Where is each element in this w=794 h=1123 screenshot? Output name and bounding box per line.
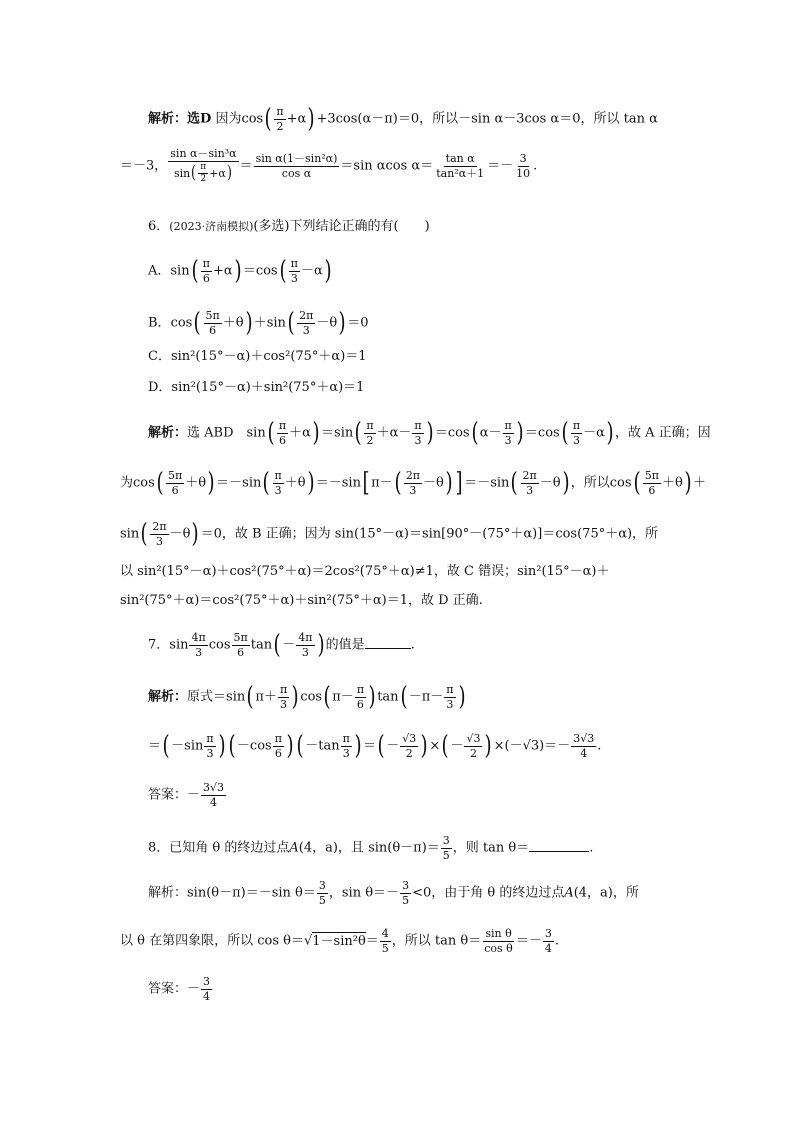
text: ＋ xyxy=(692,475,706,491)
text: +α xyxy=(209,166,226,180)
den: 6 xyxy=(209,323,217,337)
den: 6 xyxy=(274,746,282,760)
sqrt-body: 1－sin²θ xyxy=(312,933,366,949)
text: A xyxy=(564,885,574,901)
den: 3 xyxy=(280,697,288,711)
paren: ) xyxy=(291,682,299,713)
paren: ) xyxy=(207,468,215,499)
text: ，所以 xyxy=(570,475,610,491)
den: 3 xyxy=(274,483,282,497)
paren: ) xyxy=(286,731,294,762)
num: sin θ xyxy=(485,927,512,940)
num: 4π xyxy=(191,631,206,644)
text: <0，由于角 θ 的终边过点 xyxy=(412,885,565,901)
paren: ) xyxy=(191,519,200,550)
fraction xyxy=(543,928,554,954)
paren: ) xyxy=(368,682,376,713)
text: 6． xyxy=(148,219,170,234)
fraction xyxy=(412,420,423,446)
paren: ( xyxy=(162,731,170,762)
text: 8．已知角 θ 的终边过点 xyxy=(148,840,290,856)
den: 3 xyxy=(301,645,309,659)
num: π xyxy=(274,732,282,745)
num: π xyxy=(414,419,422,432)
den: 4 xyxy=(580,746,588,760)
den: 3 xyxy=(526,483,534,497)
q6-stem xyxy=(148,220,430,233)
num: π xyxy=(202,257,210,270)
num: √3 xyxy=(402,732,417,745)
fraction xyxy=(296,632,314,658)
text: 答案： xyxy=(148,787,188,803)
text: ＝－ xyxy=(515,933,542,949)
paren: ( xyxy=(191,256,199,287)
paren: ) xyxy=(445,468,453,499)
paren: ] xyxy=(455,468,463,499)
paren: ) xyxy=(317,630,325,661)
fraction xyxy=(355,684,366,710)
paren: ) xyxy=(307,104,315,135)
fraction xyxy=(521,470,539,496)
fraction xyxy=(400,733,418,759)
num: π xyxy=(572,419,581,432)
fraction xyxy=(464,733,482,759)
den: 6 xyxy=(278,433,286,447)
text: +3cos(α－π)＝0，所以－sin α－3cos α＝0，所以 tan α xyxy=(316,111,658,127)
paren: ) xyxy=(354,731,362,762)
num: π xyxy=(446,683,454,696)
sol5-line1 xyxy=(148,104,658,135)
paren: ) xyxy=(420,731,428,762)
den: tan²α＋1 xyxy=(436,166,485,180)
den xyxy=(172,162,235,185)
sol6-line3: sin( $\frac{2\pi}{3}$ －θ) ＝0，故 B 正确；因为 sin(15°－α)＝sin[90°－(75°＋α)]＝cos(75°＋α)，所 xyxy=(120,519,659,550)
q7-sol-line1: 解析：原式＝sin( π＋ $\frac{\pi}{3}$ ) cos( π－ $\frac{\pi}{6}$ ) tan( －π－ $\frac{\pi}{3}$ ) xyxy=(148,682,466,713)
text: (2023·济南模拟) xyxy=(169,220,254,233)
text: ＝ xyxy=(487,158,501,174)
num: π xyxy=(366,419,374,432)
fraction xyxy=(380,928,391,954)
fraction xyxy=(341,733,352,759)
den: 3 xyxy=(409,483,417,497)
paren: ) xyxy=(338,308,346,339)
den: 4 xyxy=(210,795,218,809)
text: 以 θ 在第四象限，所以 cos θ＝ xyxy=(120,933,304,949)
paren: ( xyxy=(140,519,148,550)
paren: ) xyxy=(606,418,614,449)
den: 2 xyxy=(366,433,374,447)
text: (多选) xyxy=(253,219,290,234)
den: 2 xyxy=(200,173,207,184)
den: 3 xyxy=(504,433,512,447)
den: 10 xyxy=(516,166,531,180)
den: 5 xyxy=(381,941,389,955)
num: π xyxy=(276,105,284,118)
num: π xyxy=(279,683,288,696)
fraction xyxy=(297,310,315,336)
paren: ) xyxy=(516,418,524,449)
num: π xyxy=(290,257,298,270)
fraction xyxy=(278,684,289,710)
den: 3 xyxy=(206,746,214,760)
den: 3 xyxy=(342,746,350,760)
text: ，则 tan θ＝ xyxy=(452,840,530,856)
paren: [ xyxy=(362,468,370,499)
den: 2 xyxy=(405,746,413,760)
text: (4，a)，所 xyxy=(573,885,639,901)
den: 6 xyxy=(237,645,245,659)
sol-choice: 选 ABD xyxy=(187,425,234,441)
paren: ) xyxy=(226,162,232,184)
num: 3 xyxy=(519,152,527,166)
sol-choice: 选D xyxy=(187,111,212,127)
paren: ( xyxy=(471,418,479,449)
num: π xyxy=(504,419,512,432)
num: 5π xyxy=(644,469,659,482)
sol-label: 解析： xyxy=(148,425,188,441)
fraction xyxy=(277,420,288,446)
num: π xyxy=(274,469,282,482)
num: sin α－sin³α xyxy=(170,147,237,160)
den: 4 xyxy=(203,989,211,1003)
sol-label: 解析： xyxy=(148,689,188,705)
paren: ( xyxy=(279,256,287,287)
paren: ) xyxy=(324,256,332,287)
den: cos α xyxy=(281,166,312,180)
num: 2π xyxy=(405,469,421,482)
q8-answer: 答案：－ $\frac{3}{4}$ xyxy=(148,975,211,1003)
fraction xyxy=(571,420,582,446)
den: 6 xyxy=(648,483,656,497)
fraction xyxy=(317,880,328,906)
text: ＝sin αcos α＝ xyxy=(340,158,434,174)
num: sin α(1－sin²α) xyxy=(255,152,338,166)
text: (4，a)，且 sin(θ－π)＝ xyxy=(298,840,440,856)
num: 5π xyxy=(233,631,248,644)
num: 5π xyxy=(205,309,220,322)
den: 6 xyxy=(171,483,179,497)
den: 2 xyxy=(276,119,284,133)
num: 2π xyxy=(152,520,167,533)
text: . xyxy=(533,158,538,174)
fraction xyxy=(364,420,375,446)
fraction xyxy=(514,153,532,179)
fraction xyxy=(201,782,226,808)
num: 4π xyxy=(298,631,313,644)
text: . xyxy=(410,637,415,653)
paren: ) xyxy=(562,468,570,499)
fraction xyxy=(201,258,212,284)
fraction xyxy=(166,470,184,496)
fraction xyxy=(168,148,238,184)
den: 3 xyxy=(446,697,454,711)
sol6-line5: sin²(75°＋α)＝cos²(75°＋α)＋sin²(75°＋α)＝1，故 D 正确. xyxy=(120,593,483,608)
text: B． xyxy=(148,315,171,331)
fraction xyxy=(274,106,285,132)
num: 4 xyxy=(381,927,389,940)
num: 3√3 xyxy=(573,732,595,745)
paren: ) xyxy=(312,418,320,449)
paren: ( xyxy=(264,104,272,135)
num: 3 xyxy=(442,834,450,847)
paren: ) xyxy=(234,256,242,287)
paren: ( xyxy=(441,731,449,762)
text: cos xyxy=(241,111,264,127)
paren: ( xyxy=(246,682,254,713)
num: 3 xyxy=(544,927,552,940)
fraction xyxy=(571,733,596,759)
fraction xyxy=(198,163,208,185)
q6-option-d: D．sin²(15°－α)＋sin²(75°＋α)＝1 xyxy=(148,380,365,395)
paren: ( xyxy=(323,682,331,713)
answer-blank[interactable] xyxy=(529,851,589,852)
den: 3 xyxy=(290,271,298,285)
fraction xyxy=(254,153,340,179)
num: 3 xyxy=(203,975,211,988)
sol-label: 解析： xyxy=(148,111,188,127)
q7-sol-line2: ＝( －sin $\frac{\pi}{3}$ ) ( －cos $\frac{\pi}{6}$ ) ( －tan $\frac{\pi}{3}$ ) ＝( － $\frac{√3}{2}$ ) ×( － $\frac{√3}{2}$ ) ×(－√3)＝－ $\frac{3√3}{4}$ . xyxy=(148,731,602,762)
sol5-line2 xyxy=(120,148,537,184)
den: 3 xyxy=(195,645,203,659)
num: π xyxy=(278,419,287,432)
fraction xyxy=(643,470,661,496)
num: 5π xyxy=(167,469,183,482)
text: 的值是 xyxy=(325,637,365,653)
paren: ) xyxy=(684,468,692,499)
paren: ( xyxy=(193,308,201,339)
den: 5 xyxy=(318,893,326,907)
den: 2 xyxy=(469,746,477,760)
text: 为 xyxy=(120,475,134,491)
text: 答案： xyxy=(148,981,188,997)
paren: ( xyxy=(228,731,236,762)
fraction xyxy=(503,420,514,446)
num: tan α xyxy=(445,152,475,166)
den: 3 xyxy=(302,323,310,337)
sol6-line2: 为cos( $\frac{5\pi}{6}$ ＋θ) ＝－sin( $\frac{\pi}{3}$ ＋θ) ＝－sin[ π－( $\frac{2\pi}{3}$ －θ) ] ＝－sin( $\frac{2\pi}{3}$ －θ) ，所以cos( $\frac{5\pi}{6}$ ＋θ) ＋ xyxy=(120,468,706,499)
num: √3 xyxy=(466,732,481,745)
den: 5 xyxy=(442,848,450,862)
fraction xyxy=(444,684,455,710)
paren: ( xyxy=(377,731,385,762)
fraction xyxy=(189,632,207,658)
num: 2π xyxy=(299,309,314,322)
text: A． xyxy=(148,263,171,279)
paren: ( xyxy=(287,308,295,339)
den: cos θ xyxy=(484,941,513,955)
den: 3 xyxy=(155,534,163,548)
paren: ( xyxy=(400,682,408,713)
text: 7． xyxy=(148,637,170,653)
text: A xyxy=(289,840,299,856)
text: +α xyxy=(286,111,307,127)
paren: ) xyxy=(307,468,315,499)
fraction xyxy=(201,976,212,1002)
q8-sol-line2: 以 θ 在第四象限，所以 cos θ＝√1－sin²θ＝ $\frac{4}{5}$ ，所以 tan θ＝ $\frac{\text{sin θ}}{\text{cos θ}}$ ＝－ $\frac{3}{4}$ . xyxy=(120,927,559,955)
fraction xyxy=(204,733,215,759)
paren: ) xyxy=(484,731,493,762)
fraction xyxy=(204,310,222,336)
text: 下列结论正确的有( ) xyxy=(289,219,430,234)
paren: ( xyxy=(156,468,164,499)
num: π xyxy=(198,163,208,174)
den: 3 xyxy=(414,433,422,447)
num: π xyxy=(342,732,350,745)
q8-sol-line1 xyxy=(148,880,639,906)
text: . xyxy=(589,840,594,856)
q6-option-a: A．sin( $\frac{\pi}{6}$ +α) ＝cos( $\frac{\pi}{3}$ －α) xyxy=(148,256,332,287)
text: ，所以 tan θ＝ xyxy=(391,933,482,949)
num: π xyxy=(206,732,214,745)
text: 原式＝ xyxy=(187,689,227,705)
den: 6 xyxy=(202,271,210,285)
fraction xyxy=(404,470,422,496)
fraction xyxy=(482,928,515,954)
sol6-line1: 解析：选 ABD sin( $\frac{\pi}{6}$ ＋α) ＝sin( $\frac{\pi}{2}$ ＋α－ $\frac{\pi}{3}$ ) ＝cos( α－ $\frac{\pi}{3}$ ) ＝cos( $\frac{\pi}{3}$ －α) ，故 A 正确；因 xyxy=(148,418,711,449)
den: 5 xyxy=(402,893,410,907)
q6-option-b: B．cos( $\frac{5\pi}{6}$ ＋θ) ＋sin( $\frac{2\pi}{3}$ －θ) ＝0 xyxy=(148,308,369,339)
paren: ( xyxy=(191,162,197,184)
num: 3√3 xyxy=(203,781,225,794)
text: ＝ xyxy=(239,158,253,174)
text: 解析：sin(θ－π)＝－sin θ＝ xyxy=(148,885,316,901)
paren: ) xyxy=(218,731,226,762)
paren: ( xyxy=(633,468,641,499)
num: π xyxy=(356,683,365,696)
paren: ( xyxy=(296,731,304,762)
paren: ( xyxy=(510,468,519,499)
text: ，故 A 正确；因 xyxy=(615,425,711,441)
paren: ( xyxy=(354,418,362,449)
text: ＝0，故 B 正确；因为 sin(15°－α)＝sin[90°－(75°＋α)]＝cos(75°＋α)，所 xyxy=(200,526,659,542)
fraction xyxy=(400,880,411,906)
q7-answer: 答案：－ $\frac{3√3}{4}$ xyxy=(148,781,225,809)
sol6-line4: 以 sin²(15°－α)＋cos²(75°＋α)＝2cos²(75°＋α)≠1，故 C 错误；sin²(15°－α)＋ xyxy=(120,564,610,579)
fraction xyxy=(232,632,250,658)
fraction xyxy=(289,258,300,284)
paren: ( xyxy=(267,418,275,449)
paren: ) xyxy=(245,308,253,339)
paren: ) xyxy=(426,418,434,449)
paren: ( xyxy=(561,418,569,449)
paren: ( xyxy=(273,630,281,661)
fraction xyxy=(273,470,284,496)
paren: ( xyxy=(262,468,271,499)
fraction xyxy=(150,521,168,547)
paren: ( xyxy=(394,468,402,499)
q7-stem: 7．sin $\frac{4\pi}{3}$ cos $\frac{5\pi}{6}$ tan( － $\frac{4\pi}{3}$ ) 的值是 . xyxy=(148,630,415,661)
fraction xyxy=(273,733,284,759)
q8-stem xyxy=(148,835,593,861)
text: sin xyxy=(173,166,191,180)
den: 3 xyxy=(572,433,580,447)
den: 4 xyxy=(544,941,552,955)
fraction xyxy=(434,153,486,179)
text: 因为 xyxy=(215,111,242,127)
num: 2π xyxy=(522,469,537,482)
den: 6 xyxy=(356,697,364,711)
text: － xyxy=(500,158,514,174)
num: 3 xyxy=(318,879,326,892)
fraction xyxy=(441,835,452,861)
num: 3 xyxy=(402,879,410,892)
paren: ) xyxy=(458,682,466,713)
text: ，sin θ＝－ xyxy=(328,885,400,901)
answer-blank[interactable] xyxy=(365,648,411,649)
text: ＝－3， xyxy=(120,158,168,174)
q6-option-c: C．sin²(15°－α)＋cos²(75°＋α)＝1 xyxy=(148,349,367,364)
